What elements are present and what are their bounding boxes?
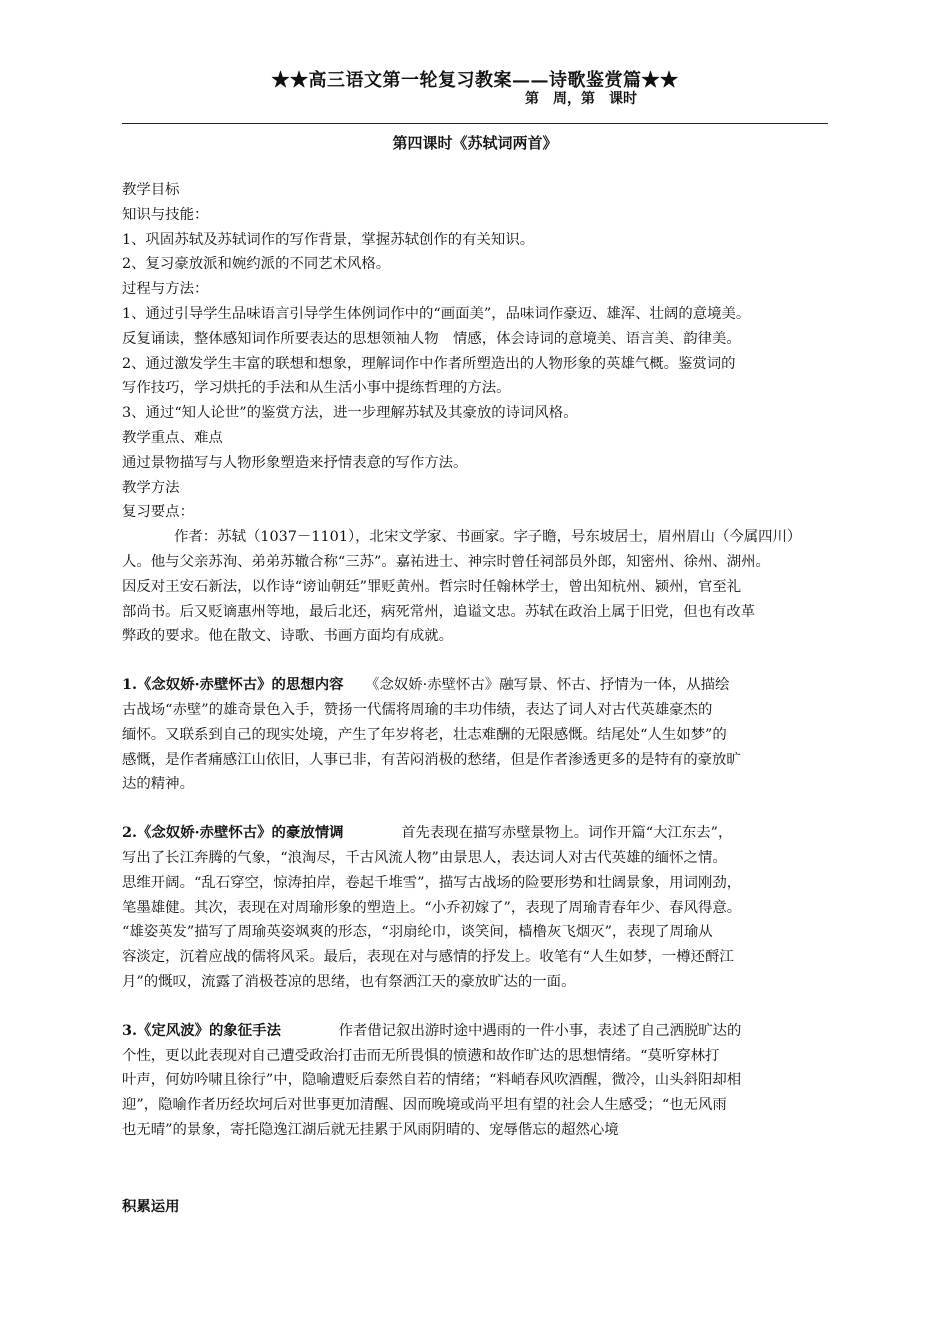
point-text: 首先表现在描写赤壁景物上。词作开篇“大江东去”， <box>343 825 733 842</box>
process-line: 1、通过引导学生品味语言引导学生体例词作中的“画面美”，品味词作豪迈、雄浑、壮阔的意境美。 <box>122 305 751 322</box>
spacer <box>122 797 834 821</box>
point-line: 写出了长江奔腾的气象，“浪淘尽，千古风流人物”由景思人，表达词人对古代英雄的缅怀之情。 <box>122 849 727 866</box>
point-line: 也无晴”的景象，寄托隐逸江湖后就无挂累于风雨阴晴的、宠辱偕忘的超然心境 <box>122 1121 619 1138</box>
point-3 <box>122 1019 834 1143</box>
point-line: 月”的慨叹，流露了消极苍凉的思绪，也有祭洒江天的豪放旷达的一面。 <box>122 973 576 990</box>
process-line: 3、通过“知人论世”的鉴赏方法，进一步理解苏轼及其豪放的诗词风格。 <box>122 405 578 422</box>
document-title: ★★高三语文第一轮复习教案——诗歌鉴赏篇★★ <box>271 70 679 91</box>
point-line: 感慨，是作者痛感江山依旧，人事已非，有苦闷消极的愁绪，但是作者渗透更多的是特有的豪放旷 <box>122 751 741 768</box>
knowledge-heading: 知识与技能： <box>122 206 209 223</box>
point-line: 笔墨雄健。其次，表现在对周瑜形象的塑造上。“小乔初嫁了”，表现了周瑜青春年少、春风得意。 <box>122 899 742 916</box>
knowledge-item: 1、巩固苏轼及苏轼词作的写作背景，掌握苏轼创作的有关知识。 <box>122 231 535 248</box>
point-line: 个性，更以此表现对自己遭受政治打击而无所畏惧的愤懑和故作旷达的思想情绪。“莫听穿林打 <box>122 1047 720 1064</box>
document-body <box>122 178 834 1143</box>
author-line: 人。他与父亲苏洵、弟弟苏辙合称“三苏”。嘉祐进士、神宗时曾任祠部员外郎，知密州、徐州、湖州。 <box>122 553 770 570</box>
point-title: 1.《念奴娇·赤壁怀古》的思想内容 <box>122 676 344 694</box>
spacer <box>122 649 834 673</box>
point-1 <box>122 673 834 797</box>
point-line: 缅怀。又联系到自己的现实处境，产生了年岁将老，壮志难酬的无限感慨。结尾处“人生如梦”的 <box>122 726 727 743</box>
method-heading: 教学方法 <box>122 479 180 496</box>
author-line: 因反对王安石新法，以作诗“谤讪朝廷”罪贬黄州。哲宗时任翰林学士，曾出知杭州、颍州，官至礼 <box>122 578 742 595</box>
review-heading: 复习要点： <box>122 504 194 521</box>
point-first-line <box>122 821 834 846</box>
key-points-heading: 教学重点、难点 <box>122 429 223 446</box>
spacer <box>122 995 834 1019</box>
point-line: 古战场“赤壁”的雄奇景色入手，赞扬一代儒将周瑜的丰功伟绩，表达了词人对古代英雄豪杰的 <box>122 701 713 718</box>
header-rule <box>122 123 828 124</box>
process-line: 反复诵读，整体感知词作所要表达的思想领袖人物 情感，体会诗词的意境美、语言美、韵律美。 <box>122 330 741 347</box>
point-first-line <box>122 673 834 698</box>
point-line: 思维开阔。“乱石穿空，惊涛拍岸，卷起千堆雪”，描写古战场的险要形势和壮阔景象，用词刚劲， <box>122 874 742 891</box>
point-line: 达的精神。 <box>122 776 194 793</box>
point-line: “雄姿英发”描写了周瑜英姿飒爽的形态，“羽扇纶巾，谈笑间，樯橹灰飞烟灭”，表现了周瑜从 <box>122 924 713 941</box>
author-line: 弊政的要求。他在散文、诗歌、书画方面均有成就。 <box>122 628 453 645</box>
process-line: 2、通过激发学生丰富的联想和想象，理解词作中作者所塑造出的人物形象的英雄气概。鉴赏词的 <box>122 355 736 372</box>
knowledge-item: 2、复习豪放派和婉约派的不同艺术风格。 <box>122 256 391 273</box>
point-line: 叶声，何妨吟啸且徐行”中，隐喻遭贬后泰然自若的情绪；“料峭春风吹酒醒，微冷，山头斜阳却相 <box>122 1072 742 1089</box>
point-line: 迎”，隐喻作者历经坎坷后对世事更加清醒、因而晚境或尚平坦有望的社会人生感受；“也无风雨 <box>122 1097 727 1114</box>
objectives-heading: 教学目标 <box>122 182 180 198</box>
point-text: 《念奴娇·赤壁怀古》融写景、怀古、抒情为一体，从描绘 <box>343 677 730 694</box>
point-text: 作者借记叙出游时途中遇雨的一件小事，表述了自己洒脱旷达的 <box>280 1022 742 1039</box>
lesson-title: 第四课时《苏轼词两首》 <box>392 134 558 152</box>
process-line: 写作技巧，学习烘托的手法和从生活小事中提练哲理的方法。 <box>122 380 511 397</box>
point-first-line <box>122 1019 834 1044</box>
week-lesson-label: 第 周，第 课时 <box>525 91 637 107</box>
point-title: 3.《定风波》的象征手法 <box>122 1021 281 1039</box>
point-line: 容淡定，沉着应战的儒将风采。最后，表现在对与感情的抒发上。收笔有“人生如梦，一樽还酹江 <box>122 949 734 966</box>
accumulation-heading: 积累运用 <box>122 1198 180 1215</box>
author-line: 作者：苏轼（1037－1101），北宋文学家、书画家。字子瞻，号东坡居士，眉州眉山（今属四川） <box>174 529 802 546</box>
point-2 <box>122 821 834 995</box>
key-points-text: 通过景物描写与人物形象塑造来抒情表意的写作方法。 <box>122 454 468 471</box>
process-heading: 过程与方法： <box>122 281 209 298</box>
author-line: 部尚书。后又贬谪惠州等地，最后北还，病死常州，追谥文忠。苏轼在政治上属于旧党，但也有改革 <box>122 603 756 620</box>
point-title: 2.《念奴娇·赤壁怀古》的豪放情调 <box>122 824 344 842</box>
